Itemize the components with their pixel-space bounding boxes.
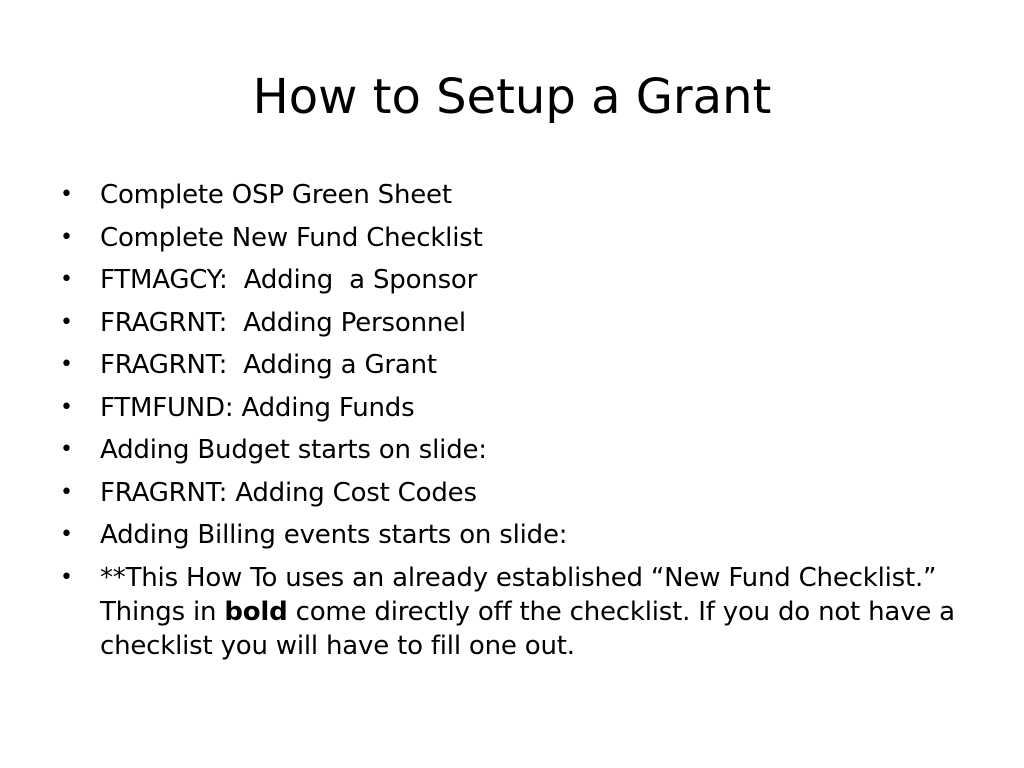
bullet-icon: • <box>60 352 73 377</box>
list-item <box>60 433 960 467</box>
list-item <box>60 306 960 340</box>
list-item <box>60 476 960 510</box>
list-item-text: FRAGRNT: Adding Cost Codes <box>100 477 477 508</box>
list-item <box>60 391 960 425</box>
list-item <box>60 518 960 552</box>
bullet-icon: • <box>60 267 73 292</box>
bullet-icon: • <box>60 224 73 250</box>
note-bold-word: bold <box>224 596 288 627</box>
list-item-text: FRAGRNT: Adding Personnel <box>100 307 466 338</box>
list-item-text: Complete OSP Green Sheet <box>100 180 452 210</box>
bullet-icon: • <box>60 564 73 590</box>
list-item <box>60 178 960 212</box>
list-item-note <box>60 561 960 663</box>
note-prefix: **This How To uses an already established “New Fund Checklist.” Things in <box>100 562 937 627</box>
bullet-icon: • <box>60 182 73 207</box>
list-item-text: FTMFUND: Adding Funds <box>100 392 415 423</box>
note-text <box>100 561 960 663</box>
bullet-icon: • <box>60 479 73 505</box>
list-item-text: FTMAGCY: Adding a Sponsor <box>100 265 478 295</box>
list-item-text: Adding Billing events starts on slide: <box>100 520 568 550</box>
list-item-text: FRAGRNT: Adding a Grant <box>100 350 437 380</box>
bullet-icon: • <box>60 437 73 462</box>
list-item <box>60 221 960 255</box>
bullet-icon: • <box>60 522 73 547</box>
list-item <box>60 348 960 382</box>
list-item-text: Complete New Fund Checklist <box>100 222 483 253</box>
list-item <box>60 263 960 297</box>
slide-title: How to Setup a Grant <box>252 69 772 125</box>
bullet-list <box>60 178 960 671</box>
bullet-icon: • <box>60 309 73 335</box>
note-suffix: come directly off the checklist. If you do not have a checklist you will have to fill one out. <box>100 596 955 661</box>
list-item-text: Adding Budget starts on slide: <box>100 435 487 465</box>
bullet-icon: • <box>60 394 73 420</box>
